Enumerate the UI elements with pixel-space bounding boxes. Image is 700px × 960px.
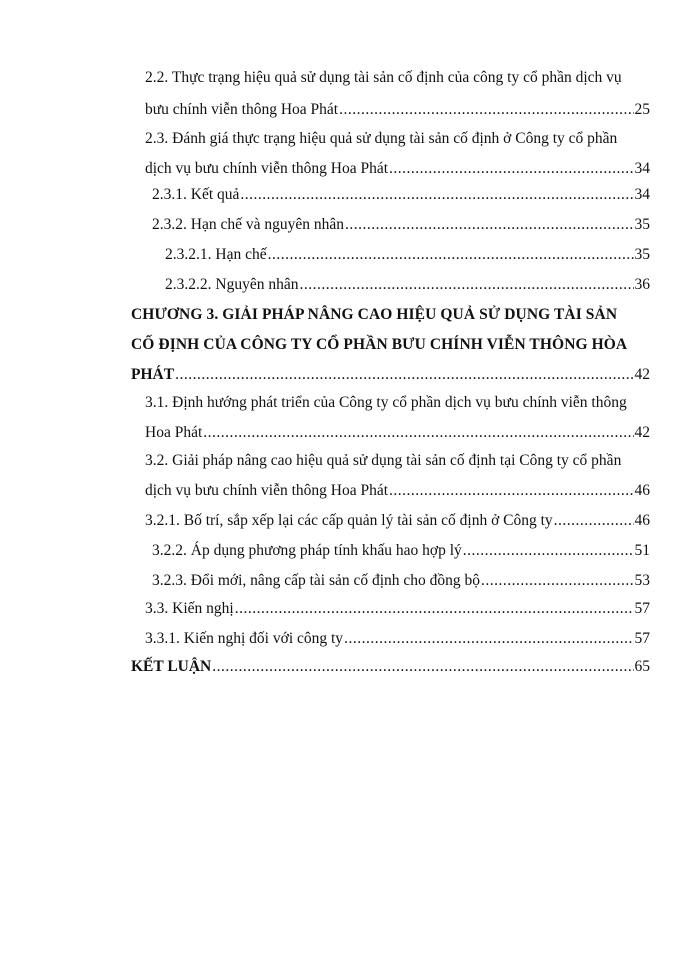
toc-entry-text: KẾT LUẬN [131,658,212,675]
toc-chapter-3-line2 [0,333,700,357]
toc-chapter-title: PHÁT [131,366,175,383]
dot-leader [212,655,633,679]
dot-leader [268,243,634,267]
toc-entry-ket-luan [131,655,650,679]
toc-page-number: 51 [634,542,650,559]
toc-entry-2-3-2-2 [165,273,650,297]
toc-page-number: 35 [634,246,650,263]
dot-leader [463,539,634,563]
toc-page-number: 53 [634,572,650,589]
toc-entry-3-2-line1 [0,449,700,473]
toc-entry-3-2-line2 [145,479,650,503]
toc-entry-text: 2.2. Thực trạng hiệu quả sử dụng tài sản cố định của công ty cổ phần dịch vụ [145,69,622,86]
toc-entry-text: 2.3. Đánh giá thực trạng hiệu quả sử dụng tài sản cố định ở Công ty cổ phần [145,130,618,147]
toc-entry-text: 3.2.1. Bố trí, sắp xếp lại các cấp quản lý tài sản cố định ở Công ty [145,512,553,529]
toc-entry-2-3-line1 [0,127,700,151]
toc-page-number: 42 [634,424,650,441]
dot-leader [389,479,633,503]
toc-entry-text: 3.1. Định hướng phát triển của Công ty cổ phần dịch vụ bưu chính viễn thông [145,394,627,411]
toc-entry-text: 2.3.2.1. Hạn chế [165,246,267,263]
toc-entry-3-3-1 [145,627,650,651]
toc-entry-text: 2.3.2.2. Nguyên nhân [165,276,299,293]
dot-leader [175,363,633,387]
toc-entry-text: 3.2. Giải pháp nâng cao hiệu quả sử dụng tài sản cố định tại Công ty cổ phần [145,452,622,469]
toc-page-number: 42 [634,366,650,383]
dot-leader [554,509,634,533]
toc-entry-3-3 [145,597,650,621]
toc-page-number: 57 [634,630,650,647]
toc-entry-2-3-2 [152,213,650,237]
toc-entry-3-2-3 [152,569,650,593]
toc-chapter-title: CHƯƠNG 3. GIẢI PHÁP NÂNG CAO HIỆU QUẢ SỬ DỤNG TÀI SẢN [131,306,618,323]
toc-entry-3-2-1 [145,509,650,533]
toc-entry-text: dịch vụ bưu chính viễn thông Hoa Phát [145,482,389,499]
toc-entry-text: 3.3.1. Kiến nghị đối với công ty [145,630,344,647]
toc-page-number: 34 [634,160,650,177]
toc-page-number: 25 [634,101,650,118]
toc-page-number: 36 [634,276,650,293]
toc-entry-text: Hoa Phát [145,424,203,441]
dot-leader [389,157,633,181]
toc-entry-3-1-line1 [0,391,700,415]
toc-page-number: 57 [634,600,650,617]
toc-entry-text: 3.3. Kiến nghị [145,600,234,617]
toc-chapter-3-line3 [131,363,650,387]
toc-entry-2-3-line2 [145,157,650,181]
toc-entry-text: 2.3.2. Hạn chế và nguyên nhân [152,216,344,233]
toc-entry-text: dịch vụ bưu chính viễn thông Hoa Phát [145,160,389,177]
toc-entry-2-2-line2 [145,98,650,122]
toc-entry-2-3-1 [152,183,650,207]
toc-entry-3-1-line2 [145,421,650,445]
dot-leader [345,213,634,237]
dot-leader [203,421,633,445]
toc-page-number: 46 [634,482,650,499]
toc-page-number: 34 [634,186,650,203]
toc-entry-text: 3.2.3. Đổi mới, nâng cấp tài sản cố định cho đồng bộ [152,572,481,589]
dot-leader [344,627,633,651]
dot-leader [481,569,633,593]
dot-leader [235,597,634,621]
toc-page-number: 46 [634,512,650,529]
toc-entry-2-2-line1 [0,66,700,90]
toc-entry-2-3-2-1 [165,243,650,267]
toc-entry-3-2-2 [152,539,650,563]
dot-leader [240,183,633,207]
toc-entry-text: 3.2.2. Áp dụng phương pháp tính khấu hao hợp lý [152,542,462,559]
toc-page-number: 35 [634,216,650,233]
dot-leader [339,98,633,122]
toc-entry-text: 2.3.1. Kết quả [152,186,240,203]
toc-chapter-3-line1 [0,303,700,327]
dot-leader [299,273,633,297]
toc-page-number: 65 [634,658,650,675]
toc-chapter-title: CỐ ĐỊNH CỦA CÔNG TY CỔ PHẦN BƯU CHÍNH VIỄN THÔNG HÒA [131,336,628,353]
toc-entry-text: bưu chính viễn thông Hoa Phát [145,101,339,118]
